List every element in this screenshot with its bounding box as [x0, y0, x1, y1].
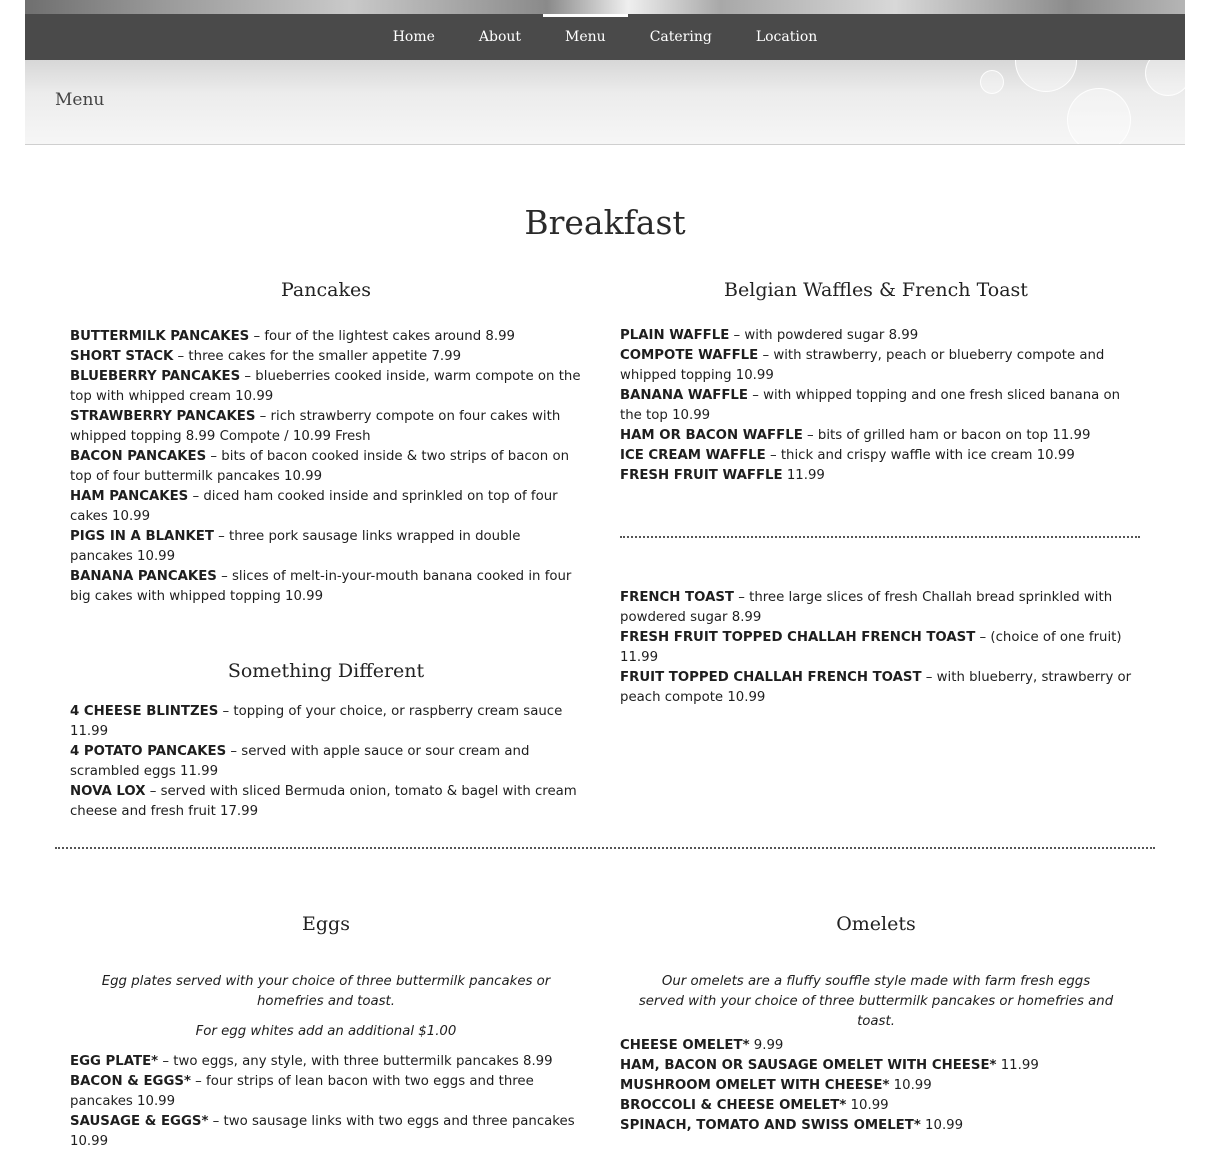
nav-menu[interactable]: Menu — [543, 14, 628, 60]
item-desc: 10.99 — [846, 1098, 889, 1113]
item-desc: – with blueberry, strawberry or peach compote 10.99 — [620, 670, 1132, 705]
menu-item — [620, 588, 1132, 628]
something-different-heading: Something Different — [227, 660, 425, 682]
item-name: FRENCH TOAST — [620, 590, 735, 605]
main-nav — [25, 14, 1185, 60]
item-name: 4 CHEESE BLINTZES — [70, 704, 219, 719]
item-name: ICE CREAM WAFFLE — [620, 448, 766, 463]
menu-item — [620, 386, 1132, 426]
section-divider-dotted — [55, 847, 1155, 849]
menu-item — [70, 567, 582, 607]
item-name: HAM PANCAKES — [70, 489, 189, 504]
item-name: SAUSAGE & EGGS* — [70, 1114, 209, 1129]
page-title-band — [25, 60, 1185, 145]
eggs-heading: Eggs — [302, 913, 350, 935]
menu-item — [620, 346, 1132, 386]
item-desc: – (choice of one fruit) 11.99 — [620, 630, 1122, 665]
menu-item — [70, 327, 582, 347]
site-wrapper — [25, 0, 1185, 1149]
menu-item — [620, 426, 1132, 446]
omelets-heading: Omelets — [836, 913, 916, 935]
item-desc: – blueberries cooked inside, warm compote on the top with whipped cream 10.99 — [70, 369, 581, 404]
pancakes-heading: Pancakes — [281, 279, 371, 301]
item-desc: – bits of grilled ham or bacon on top 11.99 — [802, 428, 1091, 443]
nav-catering[interactable]: Catering — [649, 29, 712, 45]
item-desc: – with powdered sugar 8.99 — [729, 328, 919, 343]
item-name: FRESH FRUIT TOPPED CHALLAH FRENCH TOAST — [620, 630, 976, 645]
item-desc: – thick and crispy waffle with ice cream 10.99 — [765, 448, 1075, 463]
item-desc: – slices of melt-in-your-mouth banana cooked in four big cakes with whipped topping 10.99 — [70, 569, 572, 604]
omelets-note-line1: Our omelets are a fluffy souffle style made with farm fresh eggs — [661, 974, 1091, 989]
menu-item — [70, 1072, 582, 1112]
eggs-notes — [70, 972, 582, 1042]
menu-item — [620, 446, 1132, 466]
menu-item — [620, 1096, 1132, 1116]
item-desc: – four strips of lean bacon with two eggs and three pancakes 10.99 — [70, 1074, 534, 1109]
omelets-notes — [620, 972, 1132, 1032]
waffles-heading: Belgian Waffles & French Toast — [724, 279, 1028, 301]
decor-bubble — [980, 70, 1004, 94]
egg-whites-note: For egg whites add an additional $1.00 — [195, 1024, 457, 1039]
item-name: STRAWBERRY PANCAKES — [70, 409, 256, 424]
item-name: BUTTERMILK PANCAKES — [70, 329, 250, 344]
french-toast-list — [620, 588, 1132, 708]
item-desc: – topping of your choice, or raspberry cream sauce 11.99 — [70, 704, 563, 739]
item-name: FRESH FRUIT WAFFLE — [620, 468, 783, 483]
item-desc: – three cakes for the smaller appetite 7.99 — [173, 349, 462, 364]
item-name: PIGS IN A BLANKET — [70, 529, 214, 544]
item-name: FRUIT TOPPED CHALLAH FRENCH TOAST — [620, 670, 922, 685]
item-desc: – served with sliced Bermuda onion, tomato & bagel with cream cheese and fresh fruit 17.99 — [70, 784, 577, 819]
item-name: BANANA PANCAKES — [70, 569, 217, 584]
item-desc: – with strawberry, peach or blueberry compote and whipped topping 10.99 — [620, 348, 1105, 383]
item-name: NOVA LOX — [70, 784, 146, 799]
menu-item — [620, 1036, 1132, 1056]
pancakes-list — [70, 327, 582, 607]
item-name: COMPOTE WAFFLE — [620, 348, 759, 363]
menu-item — [620, 466, 1132, 486]
menu-item — [620, 1056, 1132, 1076]
menu-item — [70, 702, 582, 742]
menu-item — [620, 326, 1132, 346]
menu-item — [70, 527, 582, 567]
nav-about[interactable]: About — [478, 29, 522, 45]
item-desc: – diced ham cooked inside and sprinkled on top of four cakes 10.99 — [70, 489, 558, 524]
item-name: 4 POTATO PANCAKES — [70, 744, 227, 759]
item-name: HAM OR BACON WAFFLE — [620, 428, 803, 443]
item-desc: 11.99 — [782, 468, 825, 483]
item-desc: 11.99 — [996, 1058, 1039, 1073]
eggs-list — [70, 1052, 582, 1152]
item-desc: – served with apple sauce or sour cream and scrambled eggs 11.99 — [70, 744, 530, 779]
omelets-note-line2: served with your choice of three buttermilk pancakes or homefries and toast. — [638, 994, 1114, 1029]
menu-item — [70, 447, 582, 487]
item-desc: 10.99 — [889, 1078, 932, 1093]
decor-bubble — [1015, 60, 1077, 92]
menu-item — [620, 628, 1132, 668]
page-title: Menu — [55, 90, 105, 110]
item-desc: – two sausage links with two eggs and three pancakes 10.99 — [70, 1114, 575, 1149]
item-desc: – four of the lightest cakes around 8.99 — [249, 329, 516, 344]
header-image — [25, 0, 1185, 14]
waffles-list — [620, 326, 1132, 486]
menu-item — [70, 1052, 582, 1072]
menu-item — [70, 742, 582, 782]
item-name: HAM, BACON OR SAUSAGE OMELET WITH CHEESE* — [620, 1058, 997, 1073]
decor-bubble — [1067, 88, 1131, 145]
menu-item — [70, 1112, 582, 1152]
item-desc: 9.99 — [749, 1038, 784, 1053]
eggs-note: Egg plates served with your choice of three buttermilk pancakes or homefries and toast. — [101, 974, 551, 1009]
menu-item — [620, 668, 1132, 708]
menu-item — [620, 1116, 1132, 1136]
decor-bubble — [1145, 60, 1185, 96]
item-name: SHORT STACK — [70, 349, 174, 364]
item-name: SPINACH, TOMATO AND SWISS OMELET* — [620, 1118, 921, 1133]
item-name: BLUEBERRY PANCAKES — [70, 369, 241, 384]
item-desc: – two eggs, any style, with three buttermilk pancakes 8.99 — [158, 1054, 553, 1069]
item-name: EGG PLATE* — [70, 1054, 159, 1069]
divider-dotted — [620, 536, 1140, 538]
menu-item — [70, 367, 582, 407]
something-different-list — [70, 702, 582, 822]
nav-home[interactable]: Home — [392, 29, 435, 45]
item-desc: – rich strawberry compote on four cakes with whipped topping 8.99 Compote / 10.99 Fresh — [70, 409, 561, 444]
section-title: Breakfast — [524, 203, 686, 242]
item-desc: – with whipped topping and one fresh sliced banana on the top 10.99 — [620, 388, 1121, 423]
omelets-list — [620, 1036, 1132, 1136]
item-name: BANANA WAFFLE — [620, 388, 748, 403]
menu-item — [70, 347, 582, 367]
menu-item — [70, 782, 582, 822]
item-name: BROCCOLI & CHEESE OMELET* — [620, 1098, 847, 1113]
menu-item — [70, 487, 582, 527]
item-name: CHEESE OMELET* — [620, 1038, 750, 1053]
item-desc: – three pork sausage links wrapped in double pancakes 10.99 — [70, 529, 521, 564]
item-desc: – three large slices of fresh Challah bread sprinkled with powdered sugar 8.99 — [620, 590, 1113, 625]
nav-location[interactable]: Location — [755, 29, 818, 45]
item-name: PLAIN WAFFLE — [620, 328, 730, 343]
item-desc: – bits of bacon cooked inside & two strips of bacon on top of four buttermilk pancakes 10.99 — [70, 449, 570, 484]
item-name: BACON & EGGS* — [70, 1074, 191, 1089]
menu-item — [620, 1076, 1132, 1096]
item-name: BACON PANCAKES — [70, 449, 207, 464]
item-desc: 10.99 — [920, 1118, 964, 1133]
menu-item — [70, 407, 582, 447]
item-name: MUSHROOM OMELET WITH CHEESE* — [620, 1078, 890, 1093]
